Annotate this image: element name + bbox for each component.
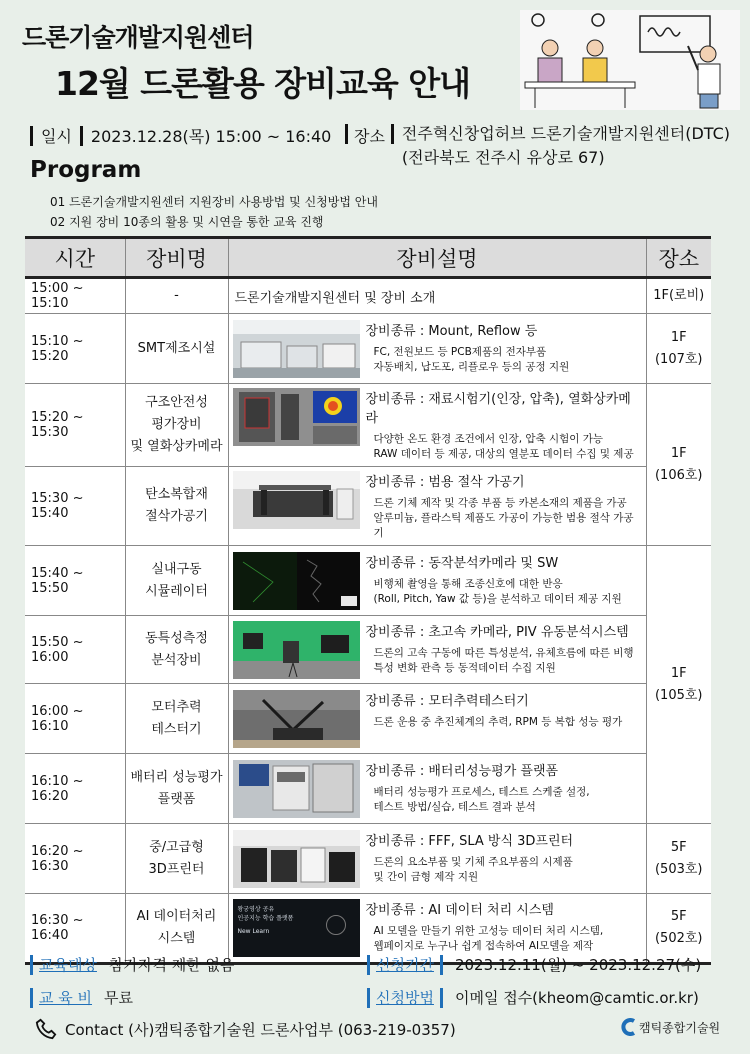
program-item: 02 지원 장비 10종의 활용 및 시연을 통한 교육 진행 xyxy=(50,215,324,229)
phone-icon xyxy=(35,1018,57,1040)
equipment-cell xyxy=(125,616,228,684)
equipment-name: 절삭가공기 xyxy=(145,509,208,524)
description-line: 자동배치, 납도포, 리플로우 등의 공정 지원 xyxy=(373,360,570,373)
equipment-name: 3D프린터 xyxy=(148,861,205,877)
time-cell: 16:10 ~ 16:20 xyxy=(25,754,125,824)
table-row xyxy=(25,314,711,384)
location-text: (502호) xyxy=(654,931,703,946)
description-cell xyxy=(228,467,646,546)
piv-system-photo xyxy=(233,621,360,679)
main-title: 12월 드론활용 장비교육 안내 xyxy=(55,64,471,103)
equipment-type: 장비종류 : FFF, SLA 방식 3D프린터 xyxy=(365,833,574,849)
info-place xyxy=(345,124,730,170)
period-label-wrap xyxy=(367,954,443,975)
description-line: 배터리 성능평가 프로세스, 테스트 스케줄 설정, xyxy=(373,785,590,798)
divider-bar xyxy=(80,126,83,146)
table-row xyxy=(25,754,711,824)
motion-capture-photo xyxy=(233,552,360,610)
description-line: 알루미늄, 플라스틱 제품도 가공이 가능한 범용 절삭 가공기 xyxy=(373,512,634,539)
location-text: 1F xyxy=(670,329,687,345)
description-line: 특성 변화 관측 등 동적데이터 수집 지원 xyxy=(373,661,556,674)
equipment-name: 동특성측정 xyxy=(145,630,208,646)
table-row xyxy=(25,546,711,616)
logo-text: 캠틱종합기술원 xyxy=(639,1020,721,1035)
location-text: 1F(로비) xyxy=(653,288,705,303)
method-value: 이메일 접수(kheom@camtic.or.kr) xyxy=(454,989,699,1007)
divider-bar xyxy=(30,955,33,975)
equipment-type: 장비종류 : 재료시험기(인장, 압축), 열화상카메라 xyxy=(365,392,631,426)
equipment-cell xyxy=(125,894,228,964)
equipment-name: 구조안전성 xyxy=(145,395,208,410)
equipment-type: 장비종류 : 동작분석카메라 및 SW xyxy=(365,555,559,571)
description-text: 드론기술개발지원센터 및 장비 소개 xyxy=(234,290,436,306)
description-line: 드론 기체 제작 및 각종 부품 등 카본소재의 제품을 가공 xyxy=(373,497,627,509)
description-line: 다양한 온도 환경 조건에서 인장, 압축 시험이 가능 xyxy=(373,433,604,445)
header-time: 시간 xyxy=(25,238,125,278)
equipment-cell xyxy=(125,467,228,546)
target-label-wrap xyxy=(30,954,97,975)
material-tester-thermal-photo xyxy=(233,388,360,446)
place-value-1: 전주혁신창업허브 드론기술개발지원센터(DTC) xyxy=(401,124,731,143)
cnc-cutter-photo xyxy=(233,471,360,529)
application-period xyxy=(367,954,701,975)
equipment-name: - xyxy=(174,288,179,303)
header-location: 장소 xyxy=(646,238,711,278)
method-label-wrap xyxy=(367,987,443,1008)
fee-label: 교 육 비 xyxy=(39,989,93,1007)
time-cell: 15:20 ~ 15:30 xyxy=(25,384,125,467)
description-line: 드론 운용 중 추진체계의 추력, RPM 등 복합 성능 평가 xyxy=(373,715,623,728)
people-meeting-illustration xyxy=(520,10,740,110)
header-equipment: 장비명 xyxy=(125,238,228,278)
location-cell xyxy=(646,314,711,384)
description-line: AI 모델을 만들기 위한 고성능 데이터 처리 시스템, xyxy=(373,925,604,937)
divider-bar xyxy=(440,955,443,975)
divider-bar xyxy=(30,988,33,1008)
equipment-name: 실내구동 xyxy=(151,561,202,577)
equipment-name: 배터리 성능평가 xyxy=(130,769,223,785)
divider-bar xyxy=(440,988,443,1008)
date-value: 2023.12.28(목) 15:00 ~ 16:40 xyxy=(90,127,332,146)
table-row xyxy=(25,278,711,314)
logo-circle-icon xyxy=(326,915,346,935)
target-value: 참가자격 제한 없음 xyxy=(108,956,235,974)
description-cell xyxy=(228,384,646,467)
location-text: 1F xyxy=(670,445,687,461)
time-cell: 16:30 ~ 16:40 xyxy=(25,894,125,964)
camtic-logo-icon xyxy=(620,1018,636,1036)
time-cell: 16:20 ~ 16:30 xyxy=(25,824,125,894)
equipment-type: 장비종류 : 범용 절삭 가공기 xyxy=(365,475,525,490)
table-header-row xyxy=(25,238,711,278)
org-title: 드론기술개발지원센터 xyxy=(22,23,254,52)
equipment-name: 탄소복합재 xyxy=(145,487,208,502)
equipment-name: 중/고급형 xyxy=(149,839,204,855)
location-cell xyxy=(646,546,711,824)
equipment-name: 시뮬레이터 xyxy=(145,583,208,599)
description-line: 테스트 방법/실습, 테스트 결과 분석 xyxy=(373,800,536,813)
application-method xyxy=(367,987,699,1008)
equipment-cell xyxy=(125,824,228,894)
thrust-tester-photo xyxy=(233,690,360,748)
info-date xyxy=(30,124,331,147)
period-label: 신청기간 xyxy=(376,956,434,974)
table-row xyxy=(25,894,711,964)
equipment-cell xyxy=(125,384,228,467)
description-cell xyxy=(228,616,646,684)
header-description: 장비설명 xyxy=(228,238,646,278)
equipment-name: 평가장비 xyxy=(151,417,202,432)
location-cell xyxy=(646,278,711,314)
program-item: 01 드론기술개발지원센터 지원장비 사용방법 및 신청방법 안내 xyxy=(50,195,378,209)
description-line: 드론의 요소부품 및 기체 주요부품의 시제품 xyxy=(373,855,573,868)
description-cell xyxy=(228,754,646,824)
equipment-cell xyxy=(125,754,228,824)
contact-text: Contact (사)캠틱종합기술원 드론사업부 (063-219-0357) xyxy=(65,1020,456,1039)
location-cell xyxy=(646,384,711,546)
location-text: 1F xyxy=(670,665,687,681)
location-cell xyxy=(646,894,711,964)
description-cell xyxy=(228,314,646,384)
time-cell: 15:40 ~ 15:50 xyxy=(25,546,125,616)
education-target xyxy=(30,954,234,975)
date-label: 일시 xyxy=(41,127,72,146)
equipment-name: SMT제조시설 xyxy=(137,340,216,356)
description-cell xyxy=(228,824,646,894)
location-text: (107호) xyxy=(654,351,703,367)
description-cell xyxy=(228,546,646,616)
divider-bar xyxy=(345,124,348,144)
camtic-logo xyxy=(620,1018,720,1036)
target-label: 교육대상 xyxy=(39,956,97,974)
description-cell xyxy=(228,278,646,314)
time-cell: 16:00 ~ 16:10 xyxy=(25,684,125,754)
period-value: 2023.12.11(월) ~ 2023.12.27(수) xyxy=(454,956,702,974)
contact-info xyxy=(35,1018,456,1040)
program-list xyxy=(50,192,378,232)
screen-text: 인공지능 학습 플랫폼 xyxy=(237,915,294,922)
location-text: 5F xyxy=(670,839,687,855)
equipment-type: 장비종류 : Mount, Reflow 등 xyxy=(365,323,538,339)
equipment-name: 모터추력 xyxy=(151,699,202,715)
fee-value: 무료 xyxy=(104,989,133,1007)
3d-printer-photo xyxy=(233,830,360,888)
equipment-name: 플랫폼 xyxy=(157,791,196,807)
battery-platform-photo xyxy=(233,760,360,818)
ai-platform-screenshot xyxy=(233,899,360,957)
divider-bar xyxy=(30,126,33,146)
location-text: (106호) xyxy=(654,467,703,483)
location-text: (503호) xyxy=(654,861,703,877)
program-title: Program xyxy=(30,157,142,183)
equipment-type: 장비종류 : 배터리성능평가 플랫폼 xyxy=(365,763,559,779)
equipment-cell xyxy=(125,278,228,314)
equipment-cell xyxy=(125,546,228,616)
education-fee xyxy=(30,987,133,1008)
description-cell xyxy=(228,684,646,754)
smt-facility-photo xyxy=(233,320,360,378)
time-cell: 15:30 ~ 15:40 xyxy=(25,467,125,546)
place-value-2: (전라북도 전주시 유상로 67) xyxy=(401,148,605,167)
schedule-table xyxy=(25,236,711,965)
screen-text: New Learn xyxy=(237,928,270,935)
divider-bar xyxy=(367,955,370,975)
equipment-name: 및 열화상카메라 xyxy=(130,439,223,454)
time-cell: 15:10 ~ 15:20 xyxy=(25,314,125,384)
description-line: 비행체 촬영을 통해 조종신호에 대한 반응 xyxy=(373,577,563,590)
time-cell: 15:00 ~ 15:10 xyxy=(25,278,125,314)
method-label: 신청방법 xyxy=(376,989,434,1007)
equipment-name: 분석장비 xyxy=(151,652,202,668)
equipment-cell xyxy=(125,684,228,754)
description-line: 및 간이 금형 제작 지원 xyxy=(373,870,479,883)
equipment-type: 장비종류 : AI 데이터 처리 시스템 xyxy=(365,903,554,918)
place-label: 장소 xyxy=(354,127,385,146)
location-text: (105호) xyxy=(654,687,703,703)
table-row xyxy=(25,684,711,754)
equipment-type: 장비종류 : 초고속 카메라, PIV 유동분석시스템 xyxy=(365,624,629,640)
table-row xyxy=(25,467,711,546)
equipment-type: 장비종류 : 모터추력테스터기 xyxy=(365,693,529,709)
table-row xyxy=(25,824,711,894)
location-text: 5F xyxy=(670,909,687,924)
location-cell xyxy=(646,824,711,894)
equipment-cell xyxy=(125,314,228,384)
table-row xyxy=(25,616,711,684)
table-row xyxy=(25,384,711,467)
description-line: 드론의 고속 구동에 따른 특성분석, 유체흐름에 따른 비행 xyxy=(373,646,634,659)
description-line: FC, 전원보드 등 PCB제품의 전자부품 xyxy=(373,345,547,358)
screen-text: 왕궁영상 공유 xyxy=(237,906,275,913)
description-cell xyxy=(228,894,646,964)
divider-bar xyxy=(391,124,394,144)
description-line: RAW 데이터 등 제공, 대상의 열분포 데이터 수집 및 제공 xyxy=(373,448,634,460)
equipment-name: AI 데이터처리 xyxy=(136,909,217,924)
fee-label-wrap xyxy=(30,987,92,1008)
description-line: 웹페이지로 누구나 쉽게 접속하여 AI모델을 제작 xyxy=(373,940,594,952)
description-line: (Roll, Pitch, Yaw 값 등)을 분석하고 데이터 제공 지원 xyxy=(373,592,622,605)
equipment-name: 테스터기 xyxy=(151,721,202,737)
equipment-name: 시스템 xyxy=(157,931,196,946)
divider-bar xyxy=(367,988,370,1008)
time-cell: 15:50 ~ 16:00 xyxy=(25,616,125,684)
